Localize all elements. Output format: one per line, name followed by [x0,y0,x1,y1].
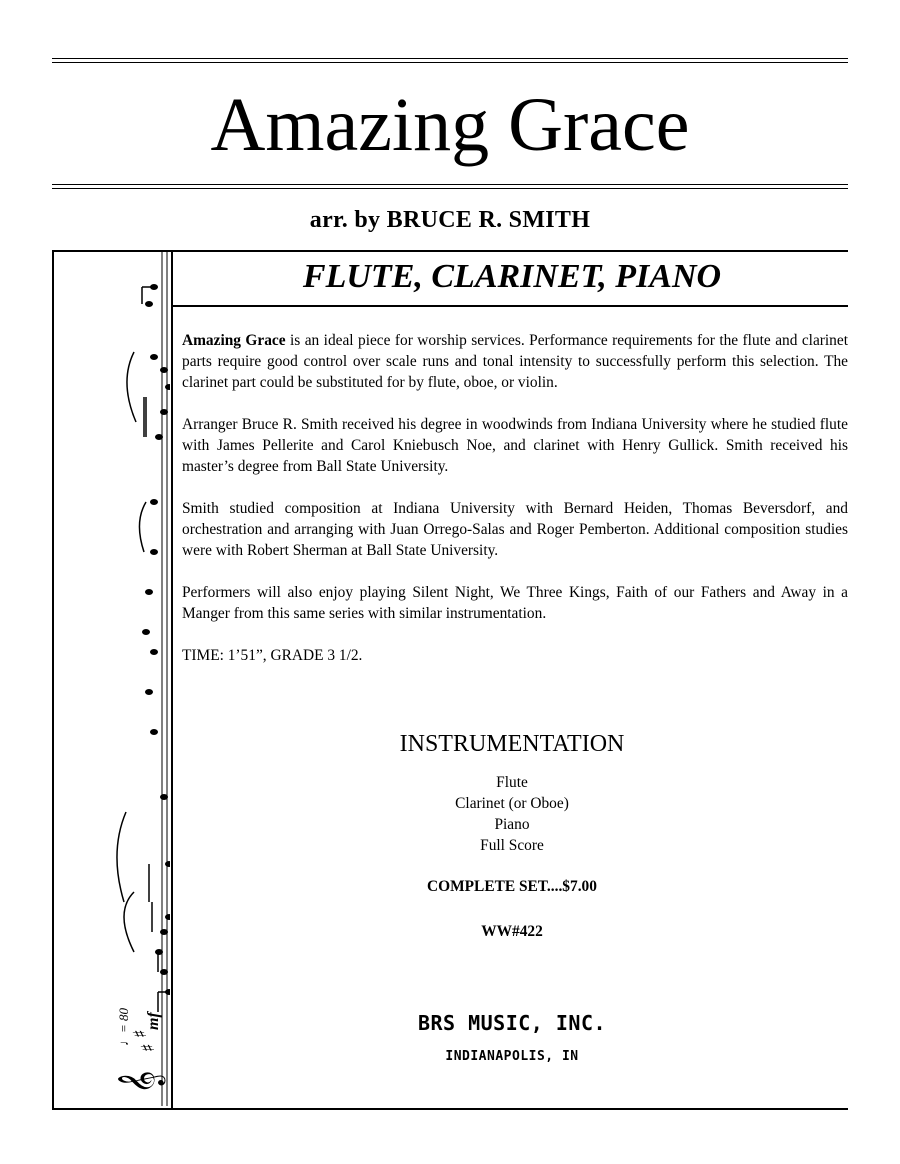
frame-bottom-line [52,1108,848,1110]
tempo-marking: ♩= 80 [116,1007,131,1046]
catalog-number: WW#422 [481,923,543,940]
sharp-icon: ♯ [130,1029,151,1038]
instruments-title: FLUTE, CLARINET, PIANO [302,258,722,295]
top-double-rule [52,58,848,63]
piece-name-bold: Amazing Grace [182,332,286,349]
description-paragraph-1: Amazing Grace is an ideal piece for worship services. Performance requirements for the flute and clarinet parts require good control over scale runs and tonal intensity to successfully perform this selection. The clarinet part could be substituted for by flute, oboe, or violin. [182,332,848,391]
instrument-item: Clarinet (or Oboe) [455,795,569,812]
publisher-name: BRS MUSIC, INC. [417,1011,607,1035]
music-staff-decoration [54,252,170,1106]
instrumentation-block [176,728,848,1064]
arranger-credit: arr. by BRUCE R. SMITH [309,207,591,233]
publisher-city: INDIANAPOLIS, IN [445,1049,579,1064]
title-bottom-double-rule [52,184,848,189]
treble-clef-icon: 𝄞 [118,1070,164,1094]
description-paragraph-4: Performers will also enjoy playing Silent Night, We Three Kings, Faith of our Fathers and Away in a Manger from this same series with similar instrumentation. [182,584,848,622]
page-title: Amazing Grace [210,83,690,167]
complete-set-price: COMPLETE SET....$7.00 [427,878,597,895]
time-grade: TIME: 1’51”, GRADE 3 1/2. [182,647,363,664]
dynamic-marking: mf [145,1012,162,1030]
description-paragraph-2: Arranger Bruce R. Smith received his degree in woodwinds from Indiana University where he studied flute with James Pellerite and Carol Kniebusch Noe, and clarinet with Henry Gullick. Smith received his master’s degree from Ball State University. [182,416,848,475]
description-paragraph-3: Smith studied composition at Indiana University with Bernard Heiden, Thomas Beversdorf, and orchestration and arranging with Juan Orrego-Salas and Roger Pemberton. Additional composition studies were with Robert Sherman at Ball State University. [182,500,848,559]
instrument-item: Flute [496,774,528,791]
frame-divider-line [171,250,173,1110]
instrument-item: Piano [494,816,530,833]
instruments-underline [172,305,848,307]
instrument-item: Full Score [480,837,544,854]
sharp-icon: ♯ [138,1043,159,1052]
description-text [182,330,848,687]
instrumentation-heading: INSTRUMENTATION [399,731,625,757]
